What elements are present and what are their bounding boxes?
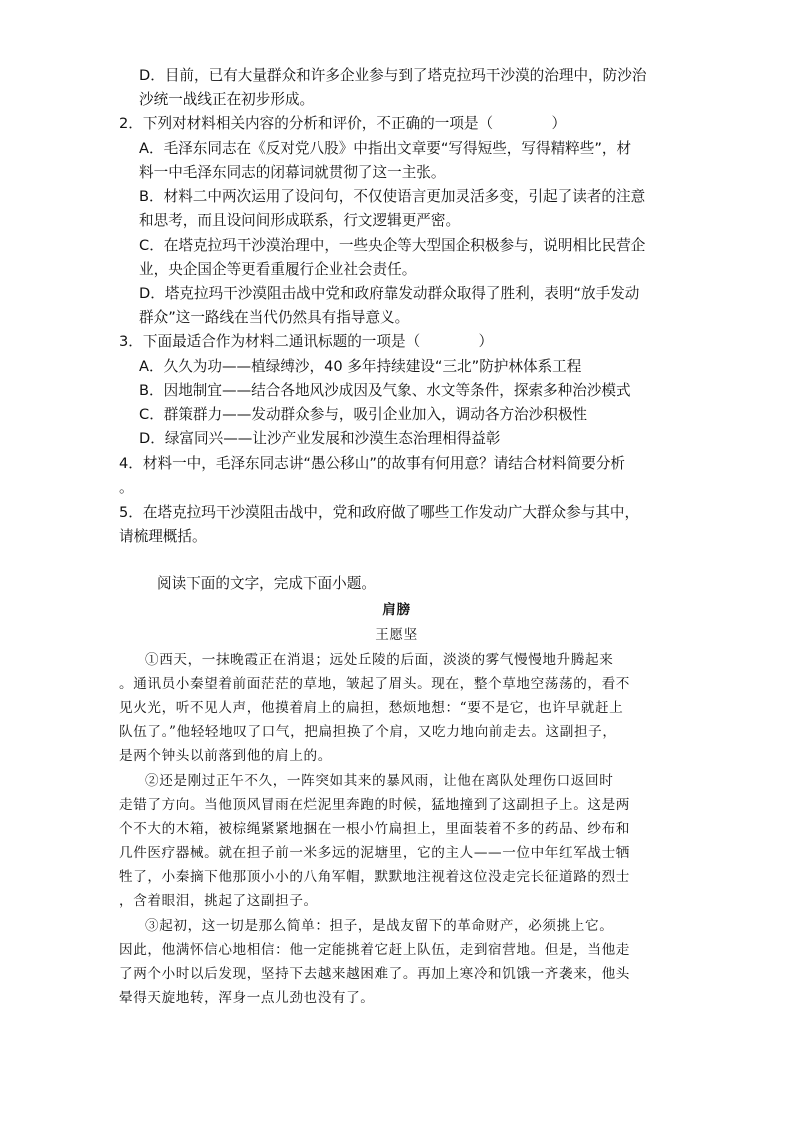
reading-instruction: 阅读下面的文字，完成下面小题。 [157,575,376,592]
q4-stem-line2: 。 [119,479,134,496]
q3-option-c: C．群策群力——发动群众参与，吸引企业加入，调动各方治沙积极性 [139,406,588,423]
q2-option-b-line2: 和思考，而且设问间形成联系，行文逻辑更严密。 [139,212,461,229]
q1-option-d-line1: D．目前，已有大量群众和许多企业参与到了塔克拉玛干沙漠的治理中，防沙治 [139,67,647,84]
q2-option-d-line2: 群众”这一路线在当代仍然具有指导意义。 [139,309,410,326]
passage-author: 王愿坚 [375,627,418,643]
q2-option-a-line2: 料一中毛泽东同志的闭幕词就贯彻了这一主张。 [139,164,446,181]
q2-option-a-line1: A．毛泽东同志在《反对党八股》中指出文章要“写得短些，写得精粹些”，材 [139,140,632,157]
paragraph-1-line: 。通讯员小秦望着前面茫茫的草地，皱起了眉头。现在，整个草地空荡荡的，看不 [119,676,630,692]
q3-option-d: D．绿富同兴——让沙产业发展和沙漠生态治理相得益彰 [139,430,501,447]
q2-option-c-line2: 业，央企国企等更看重履行企业社会责任。 [139,261,417,278]
paragraph-2-line: ，含着眼泪，挑起了这副担子。 [119,893,318,909]
paragraph-1-line: 见火光，听不见人声，他摸着肩上的扁担，愁烦地想：“要不是它，也许早就赶上 [119,700,624,716]
paragraph-3-line: 晕得天旋地转，浑身一点儿劲也没有了。 [119,990,375,1006]
paragraph-3-line: ③起初，这一切是那么简单：担子，是战友留下的革命财产，必须挑上它。 [145,918,614,934]
paragraph-2-line: ②还是刚过正午不久，一阵突如其来的暴风雨，让他在离队处理伤口返回时 [145,773,614,789]
q5-stem-line1: 5．在塔克拉玛干沙漠阻击战中，党和政府做了哪些工作发动广大群众参与其中， [119,504,640,521]
q5-stem-line2: 请梳理概括。 [119,528,207,545]
paragraph-3-line: 了两个小时以后发现，坚持下去越来越困难了。再加上寒冷和饥饿一齐袭来，他头 [119,966,630,982]
paragraph-2-line: 个不大的木箱，被棕绳紧紧地捆在一根小竹扁担上，里面装着不多的药品、纱布和 [119,821,630,837]
passage-title: 肩膀 [382,602,411,618]
q2-option-b-line1: B．材料二中两次运用了设问句，不仅使语言更加灵活多变，引起了读者的注意 [139,188,646,205]
paragraph-1-line: ①西天，一抹晚霞正在消退；远处丘陵的后面，淡淡的雾气慢慢地升腾起来 [145,652,614,668]
paragraph-2-line: 牲了，小秦摘下他那顶小小的八角军帽，默默地注视着这位没走完长征道路的烈士 [119,869,630,885]
q4-stem-line1: 4．材料一中，毛泽东同志讲“愚公移山”的故事有何用意？请结合材料简要分析 [119,455,626,472]
paragraph-1-line: 队伍了。”他轻轻地叹了口气，把扁担换了个肩，又吃力地向前走去。这副担子， [119,724,617,740]
q2-stem: 2．下列对材料相关内容的分析和评价，不正确的一项是（ ） [119,115,567,132]
paragraph-2-line: 走错了方向。当他顶风冒雨在烂泥里奔跑的时候，猛地撞到了这副担子上。这是两 [119,797,630,813]
q3-option-a: A．久久为功——植绿缚沙，40 多年持续建设“三北”防护林体系工程 [139,358,582,375]
paragraph-1-line: 是两个钟头以前落到他的肩上的。 [119,748,332,764]
q2-option-d-line1: D．塔克拉玛干沙漠阻击战中党和政府靠发动群众取得了胜利，表明“放手发动 [139,285,640,302]
q3-stem: 3．下面最适合作为材料二通讯标题的一项是（ ） [119,333,494,350]
paragraph-3-line: 因此，他满怀信心地相信：他一定能挑着它赶上队伍，走到宿营地。但是，当他走 [119,942,630,958]
q2-option-c-line1: C．在塔克拉玛干沙漠治理中，一些央企等大型国企积极参与，说明相比民营企 [139,237,646,254]
q1-option-d-line2: 沙统一战线正在初步形成。 [139,91,315,108]
q3-option-b: B．因地制宜——结合各地风沙成因及气象、水文等条件，探索多种治沙模式 [139,382,631,399]
paragraph-2-line: 几件医疗器械。就在担子前一米多远的泥塘里，它的主人——一位中年红军战士牺 [119,845,630,861]
